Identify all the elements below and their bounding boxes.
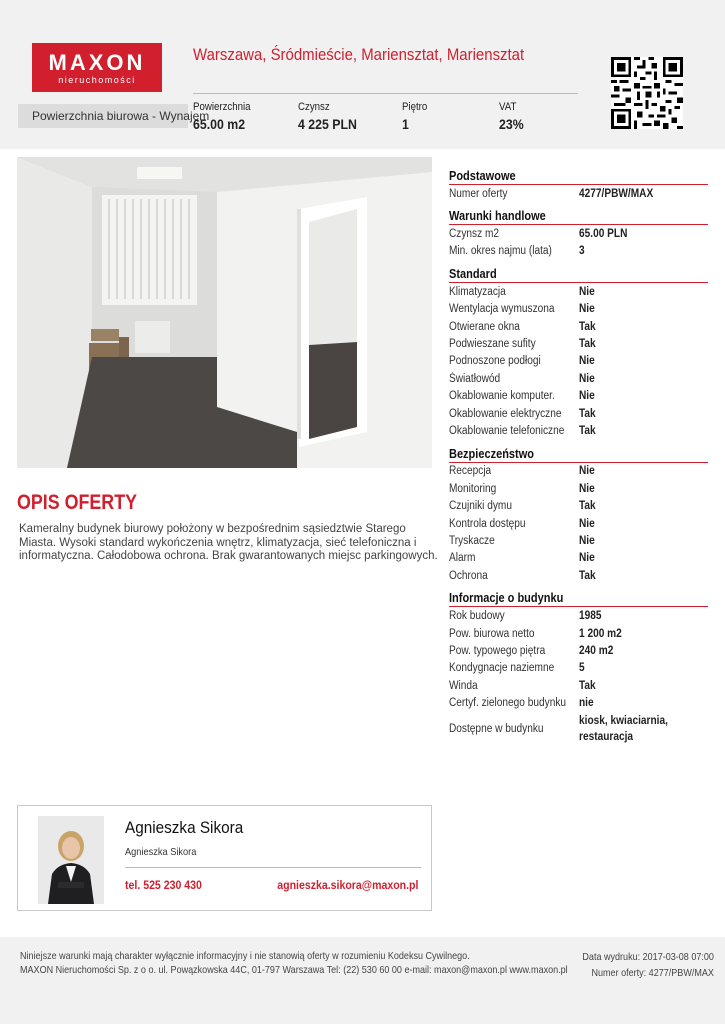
- detail-row: [449, 463, 708, 480]
- detail-key: [449, 338, 579, 350]
- section-title: [449, 208, 708, 225]
- detail-key: [449, 321, 579, 333]
- detail-value: [579, 390, 597, 402]
- stat-label: Powierzchnia: [193, 101, 251, 113]
- detail-key: [449, 535, 579, 547]
- detail-value-text: Tak: [579, 320, 596, 333]
- detail-value: [579, 483, 597, 495]
- detail-value-text: Tak: [579, 679, 596, 692]
- detail-key-text: Podnoszone podłogi: [449, 355, 541, 368]
- detail-value-text: 240 m2: [579, 644, 614, 657]
- section-title-text: Podstawowe: [449, 169, 516, 183]
- detail-key: [449, 465, 579, 477]
- detail-value: [579, 645, 618, 657]
- detail-value-text: Nie: [579, 390, 595, 403]
- agent-avatar: [38, 816, 104, 904]
- detail-key: [449, 680, 579, 692]
- detail-value-text: Tak: [579, 424, 596, 437]
- detail-value-text: Nie: [579, 372, 595, 385]
- details-section: [449, 446, 708, 585]
- description-text: Kameralny budynek biurowy położony w bezpośrednim sąsiedztwie Starego Miasta. Wysoki standard wykończenia wnętrz, klimatyzacja, sieć telefoniczna i informatyczna. Całodobowa ochrona. Brak gwarantowanych miejsc parkingowych.: [19, 523, 438, 562]
- stat-label: Czynsz: [298, 101, 330, 113]
- disclaimer-line: Niniejsze warunki mają charakter wyłącznie informacyjny i nie stanowią oferty w rozumieniu Kodeksu Cywilnego.: [20, 950, 470, 962]
- detail-row: [449, 567, 708, 584]
- detail-row: [449, 422, 708, 439]
- detail-value: [579, 680, 598, 692]
- description-title: OPIS OFERTY: [17, 491, 138, 514]
- detail-value-text: Nie: [579, 303, 595, 316]
- detail-key-text: Pow. biurowa netto: [449, 627, 535, 640]
- section-title: [449, 590, 708, 607]
- detail-key-text: Numer oferty: [449, 187, 508, 200]
- detail-key-text: Alarm: [449, 552, 476, 565]
- offer-type-badge: Powierzchnia biurowa - Wynajem: [18, 104, 188, 128]
- qr-code[interactable]: [611, 57, 683, 129]
- detail-key-text: Światłowód: [449, 372, 501, 385]
- detail-value: [579, 500, 598, 512]
- detail-row: [449, 660, 708, 677]
- section-title-text: Bezpieczeństwo: [449, 446, 534, 461]
- detail-key-text: Otwierane okna: [449, 320, 520, 333]
- detail-row: [449, 532, 708, 549]
- detail-key: [449, 552, 579, 564]
- detail-row: [449, 318, 708, 335]
- detail-value-text: Nie: [579, 482, 595, 495]
- section-title-text: Informacje o budynku: [449, 591, 564, 606]
- section-title: [449, 168, 708, 185]
- section-title: [449, 446, 708, 463]
- detail-key-text: Okablowanie telefoniczne: [449, 424, 565, 437]
- agent-phone-link[interactable]: tel. 525 230 430: [125, 878, 202, 892]
- detail-key: [449, 245, 579, 257]
- details-section: [449, 266, 708, 440]
- footer: [0, 937, 725, 1024]
- detail-row: [449, 353, 708, 370]
- logo-text: MAXON: [48, 50, 146, 75]
- header-band: [0, 0, 725, 149]
- footer-disclaimer: [20, 949, 568, 977]
- detail-row: [449, 480, 708, 497]
- detail-key-text: Podwieszane sufity: [449, 338, 536, 351]
- stat-label: VAT: [499, 101, 517, 113]
- detail-key: [449, 373, 579, 385]
- detail-value: [579, 570, 598, 582]
- offer-location: Warszawa, Śródmieście, Mariensztat, Mariensztat: [193, 45, 525, 64]
- detail-row: [449, 301, 708, 318]
- detail-key: [449, 303, 579, 315]
- detail-value-text: Nie: [579, 517, 595, 530]
- detail-key: [449, 188, 579, 200]
- detail-value-text: 1 200 m2: [579, 627, 622, 640]
- detail-key: [449, 518, 579, 530]
- detail-row: [449, 225, 708, 242]
- logo-subtext: nieruchomości: [58, 75, 136, 85]
- detail-key-text: Monitoring: [449, 482, 497, 495]
- detail-value-text: 65.00 PLN: [579, 228, 628, 241]
- detail-value: [579, 518, 597, 530]
- detail-value-text: Tak: [579, 569, 596, 582]
- detail-key: [449, 570, 579, 582]
- detail-row: [449, 677, 708, 694]
- detail-row: [449, 642, 708, 659]
- section-title-text: Standard: [449, 267, 497, 282]
- detail-value: [579, 465, 597, 477]
- detail-row: [449, 370, 708, 387]
- detail-value: [579, 628, 628, 640]
- detail-key-text: Winda: [449, 679, 478, 692]
- detail-value-text: Nie: [579, 552, 595, 565]
- detail-value-text: 1985: [579, 610, 602, 623]
- detail-key-text: Klimatyzacja: [449, 285, 506, 298]
- agent-name: Agnieszka Sikora: [125, 818, 244, 837]
- stat-label: Piętro: [402, 101, 428, 113]
- detail-row: [449, 388, 708, 405]
- detail-value: [579, 355, 597, 367]
- print-date: Data wydruku: 2017-03-08 07:00: [582, 951, 714, 963]
- stat-value: 4 225 PLN: [298, 116, 357, 132]
- detail-key-text: Tryskacze: [449, 534, 495, 547]
- detail-value: [579, 286, 597, 298]
- detail-value-text: 5: [579, 662, 585, 675]
- detail-key-text: Czynsz m2: [449, 228, 500, 241]
- details-panel: [449, 168, 708, 752]
- detail-key: [449, 483, 579, 495]
- detail-row: [449, 515, 708, 532]
- detail-row: [449, 625, 708, 642]
- agent-divider: [125, 867, 421, 868]
- detail-key-text: Czujniki dymu: [449, 500, 512, 513]
- company-info-line: MAXON Nieruchomości Sp. z o o. ul. Powązkowska 44C, 01-797 Warszawa Tel: (22) 530 60 00 e-mail: maxon@maxon.pl www.maxon.pl: [20, 964, 568, 976]
- stat-area: [193, 101, 258, 132]
- detail-key: [449, 500, 579, 512]
- stat-floor: [402, 101, 431, 132]
- detail-key-text: Ochrona: [449, 569, 488, 582]
- detail-key-text: Recepcja: [449, 465, 492, 478]
- detail-key-text: Pow. typowego piętra: [449, 644, 546, 657]
- detail-key: [449, 628, 579, 640]
- detail-value-text: Nie: [579, 355, 595, 368]
- detail-row: [449, 283, 708, 300]
- stat-vat: [499, 101, 527, 132]
- detail-value-text: Nie: [579, 534, 595, 547]
- detail-value: [579, 408, 598, 420]
- detail-key-text: Kondygnacje naziemne: [449, 662, 555, 675]
- detail-value-text: 4277/PBW/MAX: [579, 187, 654, 200]
- stat-rent: [298, 101, 365, 132]
- details-section: [449, 168, 708, 202]
- detail-row: [449, 607, 708, 624]
- print-info: [582, 949, 714, 981]
- detail-value: [579, 610, 605, 622]
- detail-value: [579, 245, 585, 257]
- detail-value-text: 3: [579, 245, 585, 258]
- detail-value: [579, 188, 663, 200]
- detail-key: [449, 645, 579, 657]
- details-section: [449, 590, 708, 745]
- detail-value: [579, 425, 598, 437]
- detail-value: [579, 552, 597, 564]
- detail-key: [449, 286, 579, 298]
- detail-key-text: Wentylacja wymuszona: [449, 303, 555, 316]
- detail-value-text: Nie: [579, 465, 595, 478]
- detail-value: [579, 338, 598, 350]
- office-photo-drawing: [17, 157, 432, 468]
- agent-card: [17, 805, 432, 911]
- stat-value: 1: [402, 116, 409, 132]
- detail-value: [579, 713, 699, 745]
- detail-key-text: Dostępne w budynku: [449, 722, 544, 735]
- detail-key-text: Rok budowy: [449, 610, 505, 623]
- detail-key-text: Kontrola dostępu: [449, 517, 526, 530]
- header-divider: [193, 93, 578, 94]
- detail-key: [449, 228, 579, 240]
- detail-value: [579, 697, 596, 709]
- detail-key: [449, 662, 579, 674]
- section-title: [449, 266, 708, 283]
- detail-value: [579, 662, 585, 674]
- agent-email-link[interactable]: agnieszka.sikora@maxon.pl: [276, 878, 418, 892]
- detail-key-text: Okablowanie elektryczne: [449, 407, 562, 420]
- details-section: [449, 208, 708, 260]
- agent-subtitle: Agnieszka Sikora: [125, 846, 197, 858]
- detail-key: [449, 610, 579, 622]
- detail-value-text: Tak: [579, 407, 596, 420]
- detail-key-text: Min. okres najmu (lata): [449, 245, 552, 258]
- footer-offer-number: Numer oferty: 4277/PBW/MAX: [591, 967, 714, 979]
- maxon-logo[interactable]: [32, 43, 162, 92]
- detail-row: [449, 694, 708, 711]
- detail-value: [579, 373, 597, 385]
- detail-row: [449, 550, 708, 567]
- stat-value: 23%: [499, 116, 524, 132]
- detail-value-text: Tak: [579, 338, 596, 351]
- detail-value: [579, 535, 597, 547]
- detail-key: [449, 425, 579, 437]
- detail-key-text: Certyf. zielonego budynku: [449, 697, 567, 710]
- detail-key: [449, 355, 579, 367]
- detail-row: [449, 405, 708, 422]
- detail-value-text: Nie: [579, 285, 595, 298]
- detail-row: [449, 712, 708, 746]
- detail-value-text: Tak: [579, 500, 596, 513]
- detail-value-text: kiosk, kwiaciarnia, restauracja: [579, 714, 668, 743]
- detail-value: [579, 303, 597, 315]
- office-photo[interactable]: [17, 157, 432, 468]
- stat-value: 65.00 m2: [193, 116, 246, 132]
- detail-key: [449, 408, 579, 420]
- agent-avatar-drawing: [38, 816, 104, 904]
- section-title-text: Warunki handlowe: [449, 209, 546, 224]
- detail-row: [449, 335, 708, 352]
- detail-key: [449, 723, 579, 735]
- detail-value: [579, 321, 598, 333]
- detail-value-text: nie: [579, 697, 594, 710]
- detail-key-text: Okablowanie komputer.: [449, 390, 555, 403]
- detail-key: [449, 697, 579, 709]
- detail-value: [579, 228, 634, 240]
- detail-row: [449, 243, 708, 260]
- detail-row: [449, 497, 708, 514]
- detail-key: [449, 390, 579, 402]
- detail-row: [449, 185, 708, 202]
